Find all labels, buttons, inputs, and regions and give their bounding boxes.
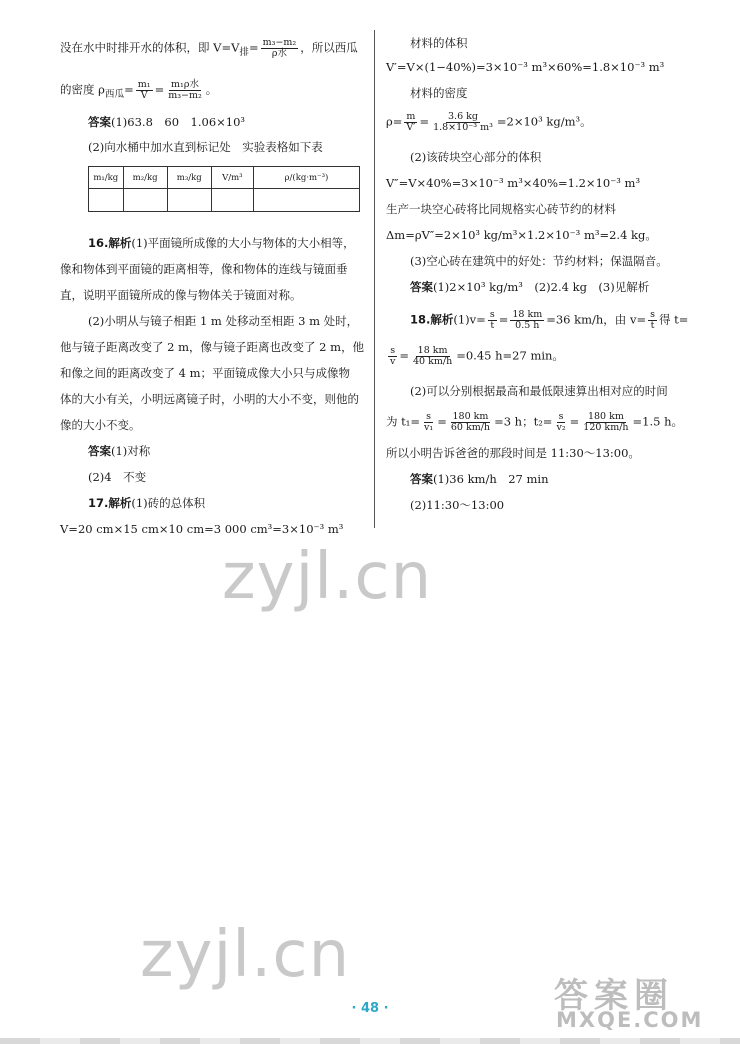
- table-header-cell: m₁/kg: [89, 167, 124, 189]
- numerator: m₁ρ水: [171, 79, 199, 90]
- answer-text: (1)2×10³ kg/m³ (2)2.4 kg (3)见解析: [433, 280, 650, 294]
- table-cell: [123, 189, 167, 212]
- denominator: v: [390, 356, 396, 367]
- denominator: v₂: [556, 422, 566, 433]
- text-line: [60, 38, 358, 60]
- numerator: s: [650, 309, 655, 320]
- answer-line: [410, 280, 649, 294]
- text-line: (2)小明从与镜子相距 1 m 处移动至相距 3 m 处时，: [88, 314, 359, 328]
- fraction: [449, 412, 492, 433]
- text: 没在水中时排开水的体积，即 V=V: [60, 40, 240, 55]
- denominator: v₁: [424, 422, 434, 433]
- fraction: [411, 346, 454, 367]
- question-number: 16.: [88, 236, 109, 250]
- text: (1)砖的总体积: [131, 496, 206, 510]
- page-number: · 48 ·: [351, 1001, 389, 1016]
- answer-line: [88, 115, 245, 129]
- numerator: m: [406, 111, 416, 122]
- column-divider: [374, 30, 375, 528]
- numerator: m₁: [137, 79, 151, 90]
- watermark: zyjl.cn: [222, 540, 433, 614]
- fraction: [136, 80, 153, 101]
- text: =: [124, 82, 134, 97]
- logo-text-bottom: MXQE.COM: [556, 1008, 704, 1032]
- table-cell: [89, 189, 124, 212]
- text: 。: [205, 82, 218, 97]
- denominator: 60 km/h: [450, 422, 491, 433]
- fraction: [554, 412, 567, 433]
- table-cell: [253, 189, 359, 212]
- text-line: [60, 80, 217, 102]
- text: =2×10³ kg/m³。: [496, 114, 592, 129]
- denominator: V: [140, 90, 148, 101]
- analysis-label: 解析: [108, 496, 132, 510]
- text-line: (2)可以分别根据最高和最低限速算出相对应的时间: [410, 384, 668, 398]
- numerator: s: [390, 345, 396, 356]
- numerator: 180 km: [452, 411, 489, 422]
- denominator: t: [490, 320, 495, 331]
- denominator: t: [650, 320, 655, 331]
- text: 为 t₁=: [386, 414, 421, 429]
- answer-text: (2)4 不变: [88, 470, 147, 484]
- fraction: [510, 310, 544, 331]
- denominator: 0.5 h: [515, 320, 540, 331]
- text: (1)平面镜所成像的大小与物体的大小相等，: [131, 236, 355, 250]
- numerator: 18 km: [512, 309, 543, 320]
- fraction: [581, 412, 630, 433]
- text-line: 他与镜子距离改变了 2 m，像与镜子距离也改变了 2 m，他: [60, 340, 365, 354]
- table-row: [89, 189, 360, 212]
- denominator: V′: [406, 122, 416, 133]
- subscript: 西瓜: [104, 88, 125, 100]
- text: =3 h；t₂=: [494, 414, 553, 429]
- text-line: 所以小明告诉爸爸的那段时间是 11:30～13:00。: [386, 446, 640, 460]
- denominator: ρ水: [271, 48, 287, 59]
- question-18-heading: [410, 310, 688, 331]
- numerator: s: [558, 411, 564, 422]
- fraction: [261, 38, 299, 59]
- bottom-edge: [0, 1038, 740, 1044]
- fraction: [166, 80, 204, 101]
- text-line: 像的大小不变。: [60, 418, 141, 432]
- question-number: 17.: [88, 496, 109, 510]
- text: ，所以西瓜: [300, 40, 358, 55]
- text: ρ=: [386, 114, 403, 129]
- answer-label: 答案: [88, 115, 111, 129]
- text: (1)v=: [453, 312, 486, 327]
- site-logo: [550, 968, 726, 1034]
- text: =36 km/h，由 v=: [546, 312, 647, 327]
- fraction: [431, 112, 495, 133]
- answer-text: (2)向水桶中加水直到标记处 实验表格如下表: [88, 140, 323, 154]
- fraction: [404, 112, 417, 133]
- question-number: 18.: [410, 312, 431, 327]
- table-cell: [167, 189, 211, 212]
- watermark: zyjl.cn: [140, 918, 351, 992]
- text-line: [386, 412, 683, 433]
- answer-line: [88, 444, 150, 458]
- text-line: (3)空心砖在建筑中的好处：节约材料；保温隔音。: [410, 254, 668, 268]
- text: =: [569, 414, 580, 429]
- question-16-heading: [88, 236, 355, 250]
- table-header-cell: ρ/(kg·m⁻³): [253, 167, 359, 189]
- text-line: [386, 112, 592, 133]
- denominator: 40 km/h: [413, 356, 453, 367]
- numerator: 18 km: [417, 345, 448, 356]
- text-line: 材料的密度: [410, 86, 468, 100]
- question-17-heading: [88, 496, 205, 510]
- text-line: V′=V×(1−40%)=3×10⁻³ m³×60%=1.8×10⁻³ m³: [386, 60, 665, 74]
- text-line: 材料的体积: [410, 36, 468, 50]
- table-header-cell: m₃/kg: [167, 167, 211, 189]
- numerator: s: [426, 411, 432, 422]
- answer-label: 答案: [88, 444, 111, 458]
- analysis-label: 解析: [108, 236, 132, 250]
- answer-text: (1)对称: [111, 444, 151, 458]
- fraction: [488, 310, 497, 331]
- fraction: [648, 310, 657, 331]
- text: 得 t=: [658, 312, 689, 327]
- denominator: 1.8×10⁻³ m³: [433, 122, 493, 133]
- subscript: 排: [239, 46, 249, 58]
- numerator: s: [489, 309, 495, 320]
- text: =: [437, 414, 447, 429]
- experiment-table: [88, 166, 360, 212]
- text-line: (2)该砖块空心部分的体积: [410, 150, 542, 164]
- text-line: V=20 cm×15 cm×10 cm=3 000 cm³=3×10⁻³ m³: [60, 522, 344, 536]
- answer-label: 答案: [410, 472, 433, 486]
- analysis-label: 解析: [430, 312, 454, 327]
- numerator: 3.6 kg: [448, 111, 478, 122]
- table-header-row: [89, 167, 360, 189]
- table-cell: [211, 189, 253, 212]
- text-line: 生产一块空心砖将比同规格实心砖节约的材料: [386, 202, 616, 216]
- numerator: 180 km: [587, 411, 624, 422]
- text-line: Δm=ρV″=2×10³ kg/m³×1.2×10⁻³ m³=2.4 kg。: [386, 228, 657, 242]
- text-line: V″=V×40%=3×10⁻³ m³×40%=1.2×10⁻³ m³: [386, 176, 641, 190]
- text: =: [419, 114, 430, 129]
- fraction: [388, 346, 397, 367]
- text-line: 体的大小有关，小明远离镜子时，小明的大小不变，则他的: [60, 392, 359, 406]
- text: =: [249, 40, 259, 55]
- logo-text-top: 答案圈: [554, 976, 674, 1016]
- denominator: m₃−m₂: [168, 90, 202, 101]
- text-line: 直，说明平面镜所成的像与物体关于镜面对称。: [60, 288, 302, 302]
- answer-text: (1)36 km/h 27 min: [433, 472, 549, 486]
- answer-text: (1)63.8 60 1.06×10³: [111, 115, 246, 129]
- numerator: m₃−m₂: [262, 37, 297, 48]
- table-header-cell: V/m³: [211, 167, 253, 189]
- text: =0.45 h=27 min。: [456, 348, 564, 363]
- answer-label: 答案: [410, 280, 433, 294]
- answer-line: [410, 472, 549, 486]
- text-line: 和像之间的距离改变了 4 m；平面镜成像大小只与成像物: [60, 366, 351, 380]
- text: =: [498, 312, 509, 327]
- fraction: [422, 412, 435, 433]
- answer-text: (2)11:30～13:00: [410, 498, 505, 512]
- text: =: [399, 348, 410, 363]
- text-line: [386, 346, 564, 367]
- table-header-cell: m₂/kg: [123, 167, 167, 189]
- text-line: 像和物体到平面镜的距离相等，像和物体的连线与镜面垂: [60, 262, 348, 276]
- text: =: [154, 82, 165, 97]
- text: 的密度 ρ: [60, 82, 105, 97]
- denominator: 120 km/h: [583, 422, 629, 433]
- text: =1.5 h。: [632, 414, 684, 429]
